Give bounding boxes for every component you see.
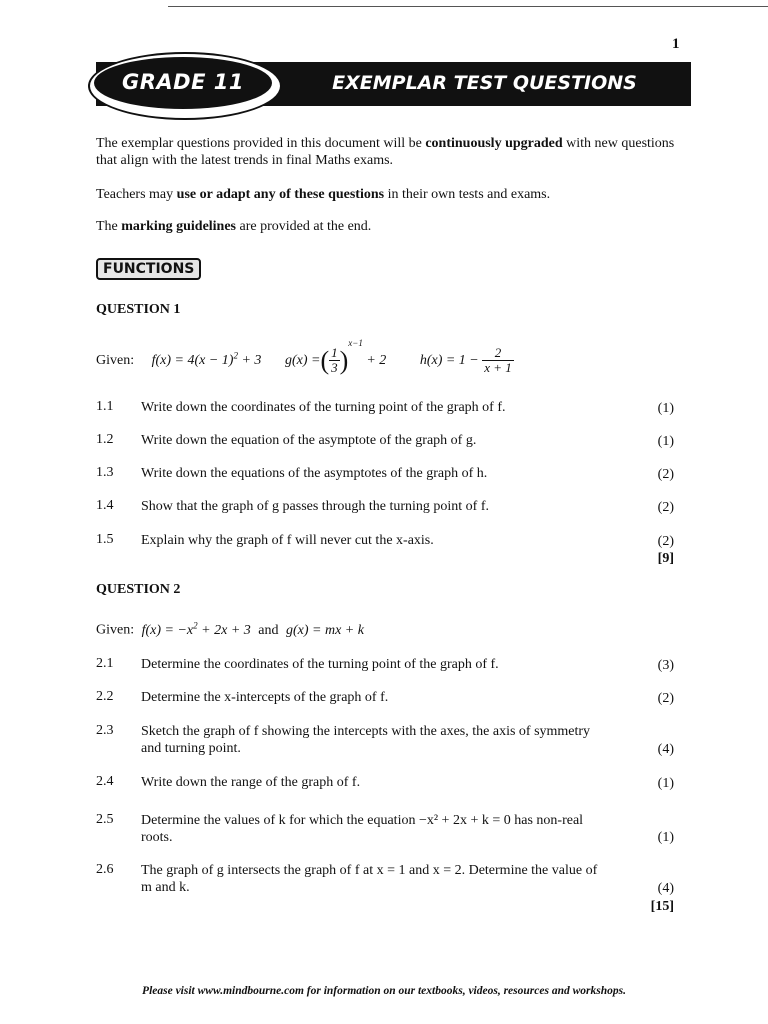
intro-paragraph-3: The marking guidelines are provided at the end.	[96, 219, 372, 234]
function-g: g(x) =( $\frac{1}{3}$ )$^{x-1}$ + 2	[284, 338, 387, 376]
question-1-total: [9]	[657, 551, 674, 566]
banner-title: EXEMPLAR TEST QUESTIONS	[332, 72, 637, 94]
function-g: g(x) = mx + k	[285, 622, 364, 638]
top-rule	[168, 6, 768, 7]
question-2-given: Given: $f(x) = -x^2 + 2x + 3$ and g(x) = mx + k	[96, 620, 364, 638]
intro-paragraph-1: The exemplar questions provided in this document will be continuously upgraded with new questions that align with the latest trends in final Maths exams.	[96, 136, 675, 168]
question-2-heading: QUESTION 2	[96, 582, 181, 597]
function-h: h(x) = 1 − $\frac{2}{x + 1}$	[419, 345, 512, 376]
question-1-given: Given: $f(x) = 4(x - 1)^2 + 3$ g(x) =( $\frac{1}{3}$ )$^{x-1}$ + 2 h(x) = 1 − $\frac{2}{x + 1}$	[96, 338, 512, 376]
section-heading-functions: FUNCTIONS	[96, 258, 201, 280]
page-number: 1	[672, 36, 680, 52]
intro-paragraph-2: Teachers may use or adapt any of these questions in their own tests and exams.	[96, 187, 551, 202]
question-1-heading: QUESTION 1	[96, 302, 181, 317]
function-f: $f(x) = -x^2 + 2x + 3$	[141, 620, 251, 638]
function-f: $f(x) = 4(x - 1)^2 + 3$	[151, 350, 262, 368]
grade-label: GRADE 11	[122, 70, 244, 94]
footer-note: Please visit www.mindbourne.com for information on our textbooks, videos, resources and workshops.	[142, 985, 626, 997]
question-2-total: [15]	[650, 899, 674, 914]
